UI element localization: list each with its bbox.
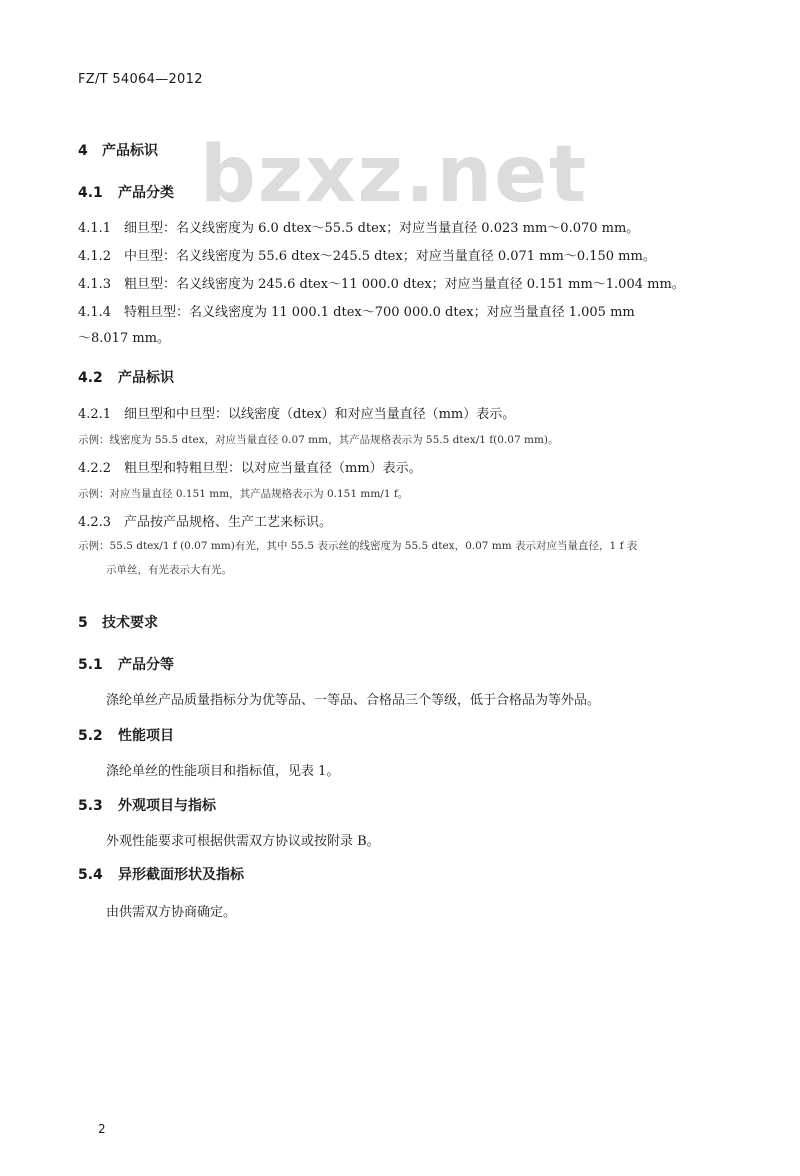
section-title: 性能项目 [118, 728, 174, 744]
section-title: 产品标识 [102, 143, 158, 159]
section-4-2-heading [78, 367, 174, 387]
clause-text: 粗旦型和特粗旦型：以对应当量直径（mm）表示。 [124, 461, 422, 476]
example-4-2-1: 示例：线密度为 55.5 dtex，对应当量直径 0.07 mm，其产品规格表示为 55.5 dtex/1 f(0.07 mm)。 [78, 434, 559, 446]
clause-text: 细旦型和中旦型：以线密度（dtex）和对应当量直径（mm）表示。 [124, 407, 516, 422]
clause-4-1-2 [78, 245, 656, 264]
section-5-3-heading [78, 795, 216, 815]
section-number: 5.3 [78, 798, 103, 814]
clause-4-1-1 [78, 217, 639, 236]
section-4-1-heading [78, 182, 174, 202]
page-number: 2 [98, 1122, 106, 1136]
section-4-heading [78, 140, 158, 160]
clause-4-2-3 [78, 511, 332, 530]
section-number: 5.4 [78, 867, 103, 883]
section-number: 4 [78, 143, 88, 159]
section-5-4-heading [78, 864, 244, 884]
section-title: 产品分等 [118, 657, 174, 673]
example-4-2-3-continuation: 示单丝，有光表示大有光。 [106, 564, 232, 576]
section-5-1-text: 涤纶单丝产品质量指标分为优等品、一等品、合格品三个等级，低于合格品为等外品。 [106, 693, 601, 708]
section-number: 4.2 [78, 370, 103, 386]
clause-4-1-4-continuation: ～8.017 mm。 [78, 331, 171, 346]
clause-text: 产品按产品规格、生产工艺来标识。 [124, 515, 333, 530]
clause-text: 粗旦型：名义线密度为 245.6 dtex～11 000.0 dtex；对应当量直径 0.151 mm～1.004 mm。 [124, 277, 685, 292]
clause-4-1-4 [78, 301, 635, 320]
clause-number: 4.1.2 [78, 249, 112, 264]
standard-number: FZ/T 54064—2012 [78, 72, 203, 87]
watermark: bzxz.net [200, 130, 589, 220]
section-5-heading [78, 612, 158, 632]
section-title: 异形截面形状及指标 [118, 867, 244, 883]
section-number: 5.1 [78, 657, 103, 673]
section-number: 5 [78, 615, 88, 631]
section-number: 5.2 [78, 728, 103, 744]
clause-text: 特粗旦型：名义线密度为 11 000.1 dtex～700 000.0 dtex；对应当量直径 1.005 mm [124, 305, 635, 320]
clause-text: 细旦型：名义线密度为 6.0 dtex～55.5 dtex；对应当量直径 0.023 mm～0.070 mm。 [124, 221, 640, 236]
section-5-1-heading [78, 654, 174, 674]
section-5-2-heading [78, 725, 174, 745]
clause-number: 4.1.4 [78, 305, 112, 320]
clause-4-1-3 [78, 273, 685, 292]
clause-text: 中旦型：名义线密度为 55.6 dtex～245.5 dtex；对应当量直径 0.071 mm～0.150 mm。 [124, 249, 656, 264]
example-4-2-3: 示例：55.5 dtex/1 f (0.07 mm)有光，其中 55.5 表示丝的线密度为 55.5 dtex，0.07 mm 表示对应当量直径，1 f 表 [78, 540, 638, 552]
clause-number: 4.2.3 [78, 515, 112, 530]
section-title: 外观项目与指标 [118, 798, 216, 814]
clause-number: 4.2.2 [78, 461, 112, 476]
section-title: 产品分类 [118, 185, 174, 201]
clause-4-2-1 [78, 403, 515, 422]
clause-4-2-2 [78, 457, 422, 476]
clause-number: 4.2.1 [78, 407, 112, 422]
clause-number: 4.1.1 [78, 221, 112, 236]
clause-number: 4.1.3 [78, 277, 112, 292]
section-5-4-text: 由供需双方协商确定。 [106, 905, 237, 920]
section-5-2-text: 涤纶单丝的性能项目和指标值，见表 1。 [106, 764, 340, 779]
example-4-2-2: 示例：对应当量直径 0.151 mm，其产品规格表示为 0.151 mm/1 f。 [78, 488, 409, 500]
section-5-3-text: 外观性能要求可根据供需双方协议或按附录 B。 [106, 834, 380, 849]
section-number: 4.1 [78, 185, 103, 201]
section-title: 技术要求 [102, 615, 158, 631]
section-title: 产品标识 [118, 370, 174, 386]
